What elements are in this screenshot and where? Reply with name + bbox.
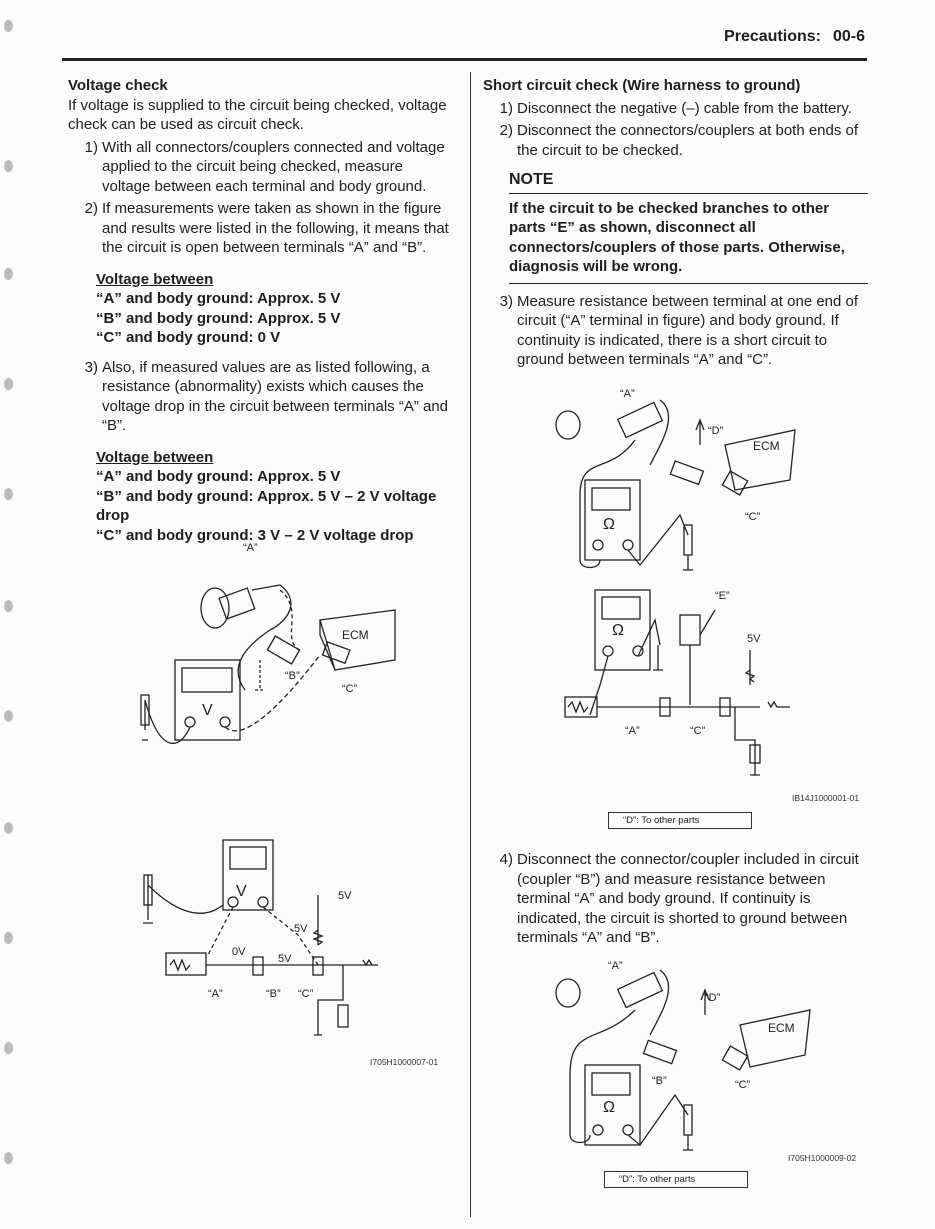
binder-hole [4, 822, 13, 834]
section-title: Precautions: [724, 28, 821, 45]
spec-block [96, 270, 453, 348]
ecm-label: ECM [753, 439, 780, 453]
voltage-check-figure [130, 540, 410, 770]
step [483, 292, 868, 370]
terminal-a-label: “A” [243, 542, 258, 554]
voltmeter-symbol: V [236, 883, 247, 900]
step [483, 121, 868, 160]
note-body: If the circuit to be checked branches to other parts “E” as shown, disconnect all connectors/couplers of those parts. Otherwise, diagnosis will be wrong. [509, 194, 868, 284]
step [483, 99, 868, 119]
wiring-drawing [130, 540, 410, 770]
wiring-drawing [540, 385, 870, 835]
note-box [509, 170, 868, 284]
spec-line: “C” and body ground: 0 V [96, 329, 281, 346]
step-text: Also, if measured values are as listed following, a resistance (abnormality) exists which causes the voltage drop in the circuit between terminals “A” and “B”. [102, 358, 449, 434]
terminal-d-label: “D” [708, 425, 724, 437]
terminal-b-label: “B” [652, 1075, 667, 1087]
binder-hole [4, 268, 13, 280]
step-text: Measure resistance between terminal at one end of circuit (“A” terminal in figure) and body ground. If continuity is indicated, there is a short circuit to ground between terminals “A” and “C”. [517, 292, 859, 368]
binder-hole [4, 1152, 13, 1164]
section-heading: Short circuit check (Wire harness to ground) [483, 77, 801, 94]
step-number: 4) [499, 851, 513, 868]
terminal-c-label: “C” [342, 683, 358, 695]
right-column-continued [483, 847, 868, 948]
left-column [68, 76, 453, 555]
spec-line: “B” and body ground: Approx. 5 V [96, 309, 341, 327]
terminal-b-label: “B” [285, 670, 300, 682]
binder-hole [4, 710, 13, 722]
spec-heading: Voltage between [96, 448, 214, 466]
voltage-reading-label: 5V [294, 923, 308, 935]
step [68, 138, 453, 197]
binder-hole [4, 20, 13, 32]
step-number: 1) [84, 138, 98, 156]
page-number: 00-6 [832, 28, 865, 45]
binder-hole [4, 600, 13, 612]
ohmmeter-symbol: Ω [612, 622, 624, 639]
terminal-b-label: “B” [266, 988, 281, 1000]
spec-block [96, 448, 453, 546]
binder-hole [4, 932, 13, 944]
spec-heading: Voltage between [96, 270, 214, 288]
binder-hole [4, 1042, 13, 1054]
step [68, 358, 453, 436]
terminal-c-label: “C” [745, 511, 761, 523]
step-text: If measurements were taken as shown in the figure and results were listed in the following, it means that the circuit is open between terminals “A” and “B”. [102, 200, 449, 256]
figure-code: I705H1000009-02 [788, 1153, 857, 1163]
step-number: 2) [84, 200, 98, 217]
section-heading: Voltage check [68, 77, 168, 94]
ecm-label: ECM [342, 628, 369, 642]
terminal-c-label: “C” [735, 1079, 751, 1091]
step-text: With all connectors/couplers connected and voltage applied to the circuit being checked, measure voltage between each terminal and body ground. [102, 138, 445, 195]
intro-paragraph: If voltage is supplied to the circuit being checked, voltage check can be used as circuit check. [68, 96, 447, 133]
supply-voltage-label: 5V [747, 633, 761, 645]
terminal-a-label: “A” [620, 388, 635, 400]
binder-hole [4, 160, 13, 172]
terminal-c-label: “C” [298, 988, 314, 1000]
spec-line: “B” and body ground: Approx. 5 V – 2 V voltage drop [96, 487, 437, 524]
terminal-a-label: “A” [208, 988, 223, 1000]
step-number: 3) [499, 292, 513, 310]
voltage-reading-label: 5V [278, 953, 292, 965]
binder-hole [4, 488, 13, 500]
terminal-c-label: “C” [690, 725, 706, 737]
voltage-reading-label: 0V [232, 946, 246, 958]
step-number: 2) [499, 122, 513, 139]
binder-hole [4, 378, 13, 390]
short-circuit-figure-2 [540, 955, 870, 1195]
figure-code: IB14J1000001-01 [792, 793, 860, 803]
figure-legend: “D”: To other parts [608, 812, 752, 829]
header-rule [62, 58, 867, 61]
ecm-label: ECM [768, 1021, 795, 1035]
right-column [483, 76, 868, 370]
circuit-drawing [138, 835, 458, 1070]
terminal-d-label: “D” [705, 992, 721, 1004]
step-text: Disconnect the negative (–) cable from the battery. [517, 99, 852, 117]
voltage-circuit-diagram [138, 835, 458, 1070]
figure-code: I705H1000007-01 [370, 1057, 439, 1067]
step-text: Disconnect the connector/coupler included in circuit (coupler “B”) and measure resistance between terminal “A” and body ground. If continuity is indicated, the circuit is shorted to ground between terminals “A” and “B”. [517, 851, 859, 946]
ohmmeter-symbol: Ω [603, 516, 615, 533]
page-header [712, 28, 865, 46]
terminal-a-label: “A” [608, 960, 623, 972]
note-title: NOTE [509, 170, 868, 194]
column-divider [470, 72, 471, 1217]
step [483, 850, 868, 948]
ohmmeter-symbol: Ω [603, 1099, 615, 1116]
step-number: 3) [84, 358, 98, 376]
terminal-e-label: “E” [715, 590, 730, 602]
figure-legend: “D”: To other parts [604, 1171, 748, 1188]
spec-line: “A” and body ground: Approx. 5 V [96, 468, 341, 485]
spec-line: “A” and body ground: Approx. 5 V [96, 290, 341, 307]
short-circuit-figure [540, 385, 870, 835]
step-text: Disconnect the connectors/couplers at both ends of the circuit to be checked. [517, 122, 859, 159]
voltmeter-symbol: V [202, 702, 213, 719]
terminal-a-label: “A” [625, 725, 640, 737]
step-number: 1) [499, 99, 513, 117]
step [68, 199, 453, 258]
supply-voltage-label: 5V [338, 890, 352, 902]
spec-line: “C” and body ground: 3 V – 2 V voltage drop [96, 526, 414, 544]
